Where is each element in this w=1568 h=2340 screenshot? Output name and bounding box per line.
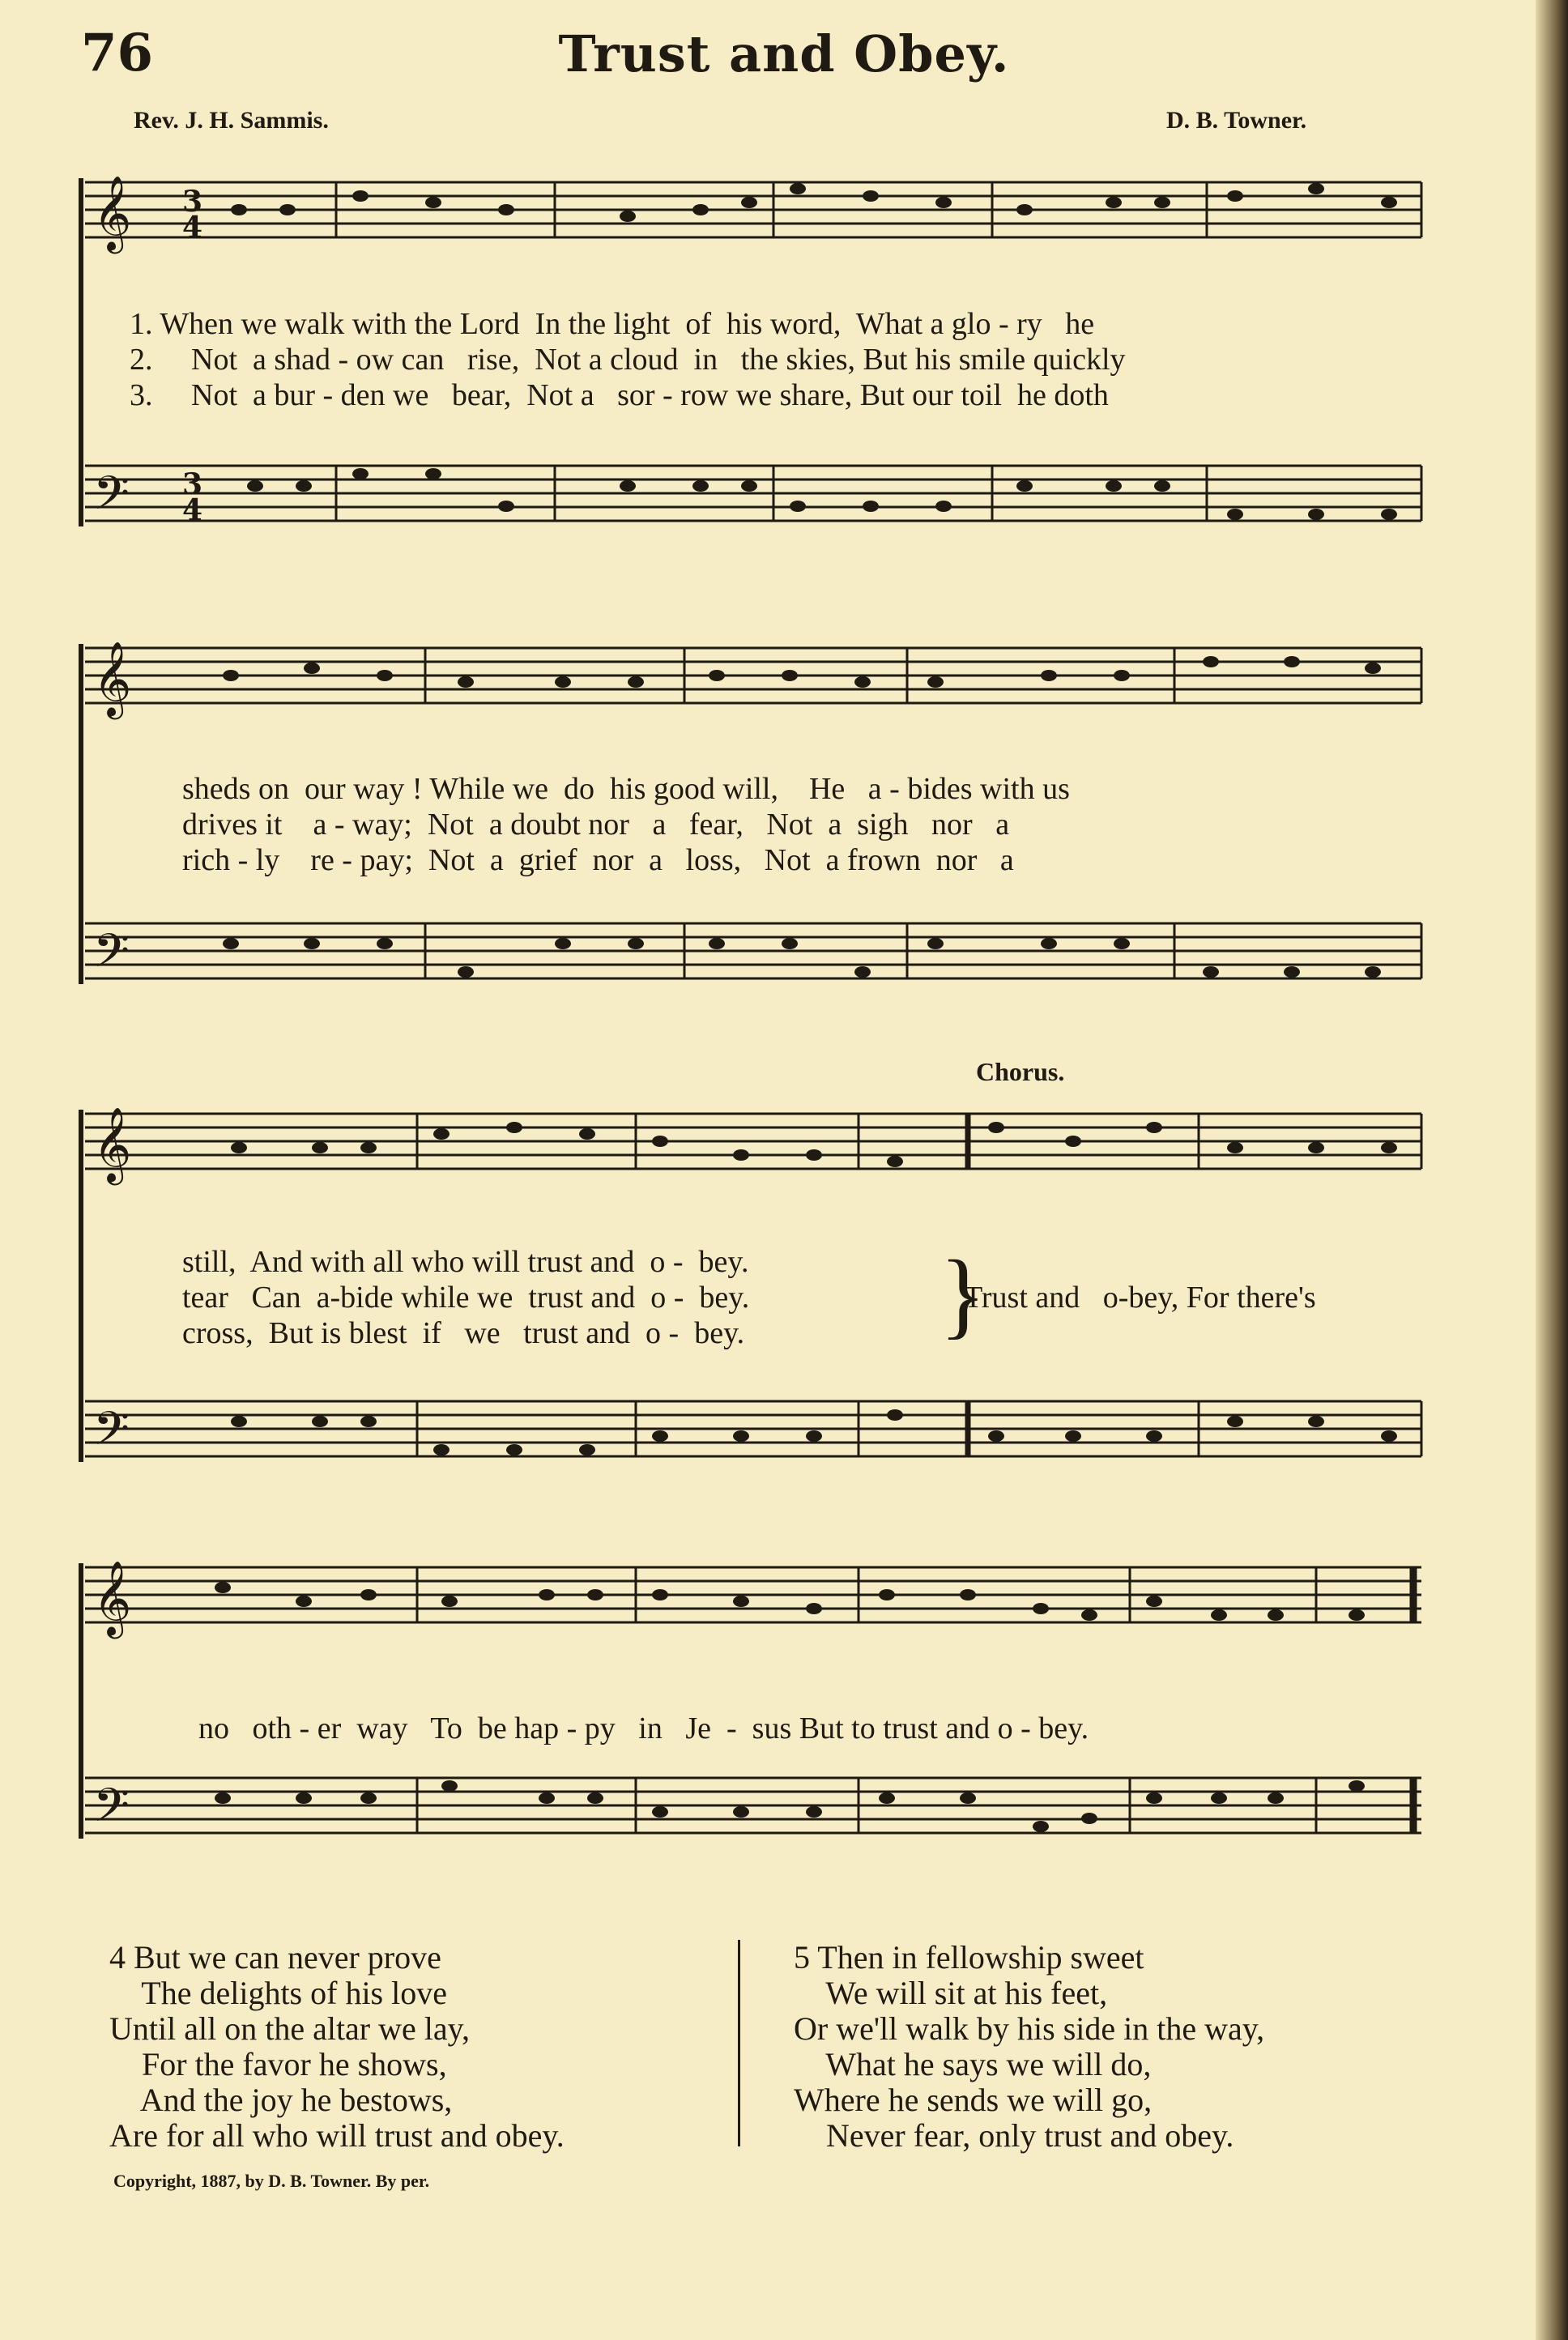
svg-text:𝄢: 𝄢 xyxy=(93,923,130,990)
lyrics-system-4-line-1: no oth - er way To be hap - py in Je - sus But to trust and o - bey. xyxy=(198,1711,1089,1745)
verse-5-line-2: We will sit at his feet, xyxy=(794,1975,1108,2011)
verse-4 xyxy=(109,1940,565,2154)
svg-text:𝄞: 𝄞 xyxy=(93,1106,132,1182)
chorus-lyrics: Trust and o-bey, For there's xyxy=(964,1281,1316,1315)
svg-text:𝄢: 𝄢 xyxy=(93,466,130,532)
page-number: 76 xyxy=(81,23,154,83)
chorus-label: Chorus. xyxy=(976,1057,1065,1086)
page-spine-shadow xyxy=(1536,0,1568,2340)
svg-text:𝄞: 𝄞 xyxy=(93,1560,132,1635)
verse-4-line-5: And the joy he bestows, xyxy=(109,2082,453,2118)
composer-credit: D. B. Towner. xyxy=(1166,107,1307,134)
svg-text:𝄞: 𝄞 xyxy=(93,175,132,250)
svg-text:𝄢: 𝄢 xyxy=(93,1778,130,1844)
svg-text:3: 3 xyxy=(182,467,203,501)
svg-text:4: 4 xyxy=(182,493,203,527)
lyricist-credit: Rev. J. H. Sammis. xyxy=(134,107,329,134)
verse-4-line-4: For the favor he shows, xyxy=(109,2046,447,2082)
lyrics-system-3-line-2: tear Can a-bide while we trust and o - bey. xyxy=(182,1281,750,1315)
verse-5-line-5: Where he sends we will go, xyxy=(794,2082,1153,2118)
svg-text:𝄞: 𝄞 xyxy=(93,641,132,716)
verse-5 xyxy=(794,1940,1264,2154)
svg-text:3: 3 xyxy=(182,185,203,219)
verse-4-line-2: The delights of his love xyxy=(109,1975,447,2011)
verse-divider xyxy=(738,1940,740,2146)
lyrics-system-1-line-2: 2. Not a shad - ow can rise, Not a cloud in the skies, But his smile quickly xyxy=(130,343,1126,377)
lyrics-system-1-line-1: 1. When we walk with the Lord In the light of his word, What a glo - ry he xyxy=(130,307,1095,341)
hymn-title: Trust and Obey. xyxy=(558,24,1010,83)
verse-5-line-3: Or we'll walk by his side in the way, xyxy=(794,2010,1265,2047)
verse-4-line-6: Are for all who will trust and obey. xyxy=(109,2117,565,2154)
svg-text:4: 4 xyxy=(182,211,203,245)
lyrics-system-2-line-2: drives it a - way; Not a doubt nor a fear, Not a sigh nor a xyxy=(182,808,1010,842)
lyrics-system-3-line-3: cross, But is blest if we trust and o - bey. xyxy=(182,1316,745,1350)
lyrics-system-2-line-1: sheds on our way ! While we do his good will, He a - bides with us xyxy=(182,772,1070,806)
verse-5-line-4: What he says we will do, xyxy=(794,2046,1152,2082)
verse-5-line-6: Never fear, only trust and obey. xyxy=(794,2117,1234,2154)
lyrics-system-3-line-1: still, And with all who will trust and o - bey. xyxy=(182,1245,749,1279)
lyrics-system-2-line-3: rich - ly re - pay; Not a grief nor a loss, Not a frown nor a xyxy=(182,843,1014,877)
verse-4-line-1: 4 But we can never prove xyxy=(109,1939,441,1976)
verse-brace: } xyxy=(940,1240,986,1348)
verse-4-line-3: Until all on the altar we lay, xyxy=(109,2010,471,2047)
svg-text:𝄢: 𝄢 xyxy=(93,1401,130,1468)
verse-5-line-1: 5 Then in fellowship sweet xyxy=(794,1939,1144,1976)
copyright-notice: Copyright, 1887, by D. B. Towner. By per. xyxy=(113,2171,430,2191)
lyrics-system-1-line-3: 3. Not a bur - den we bear, Not a sor - row we share, But our toil he doth xyxy=(130,378,1109,412)
